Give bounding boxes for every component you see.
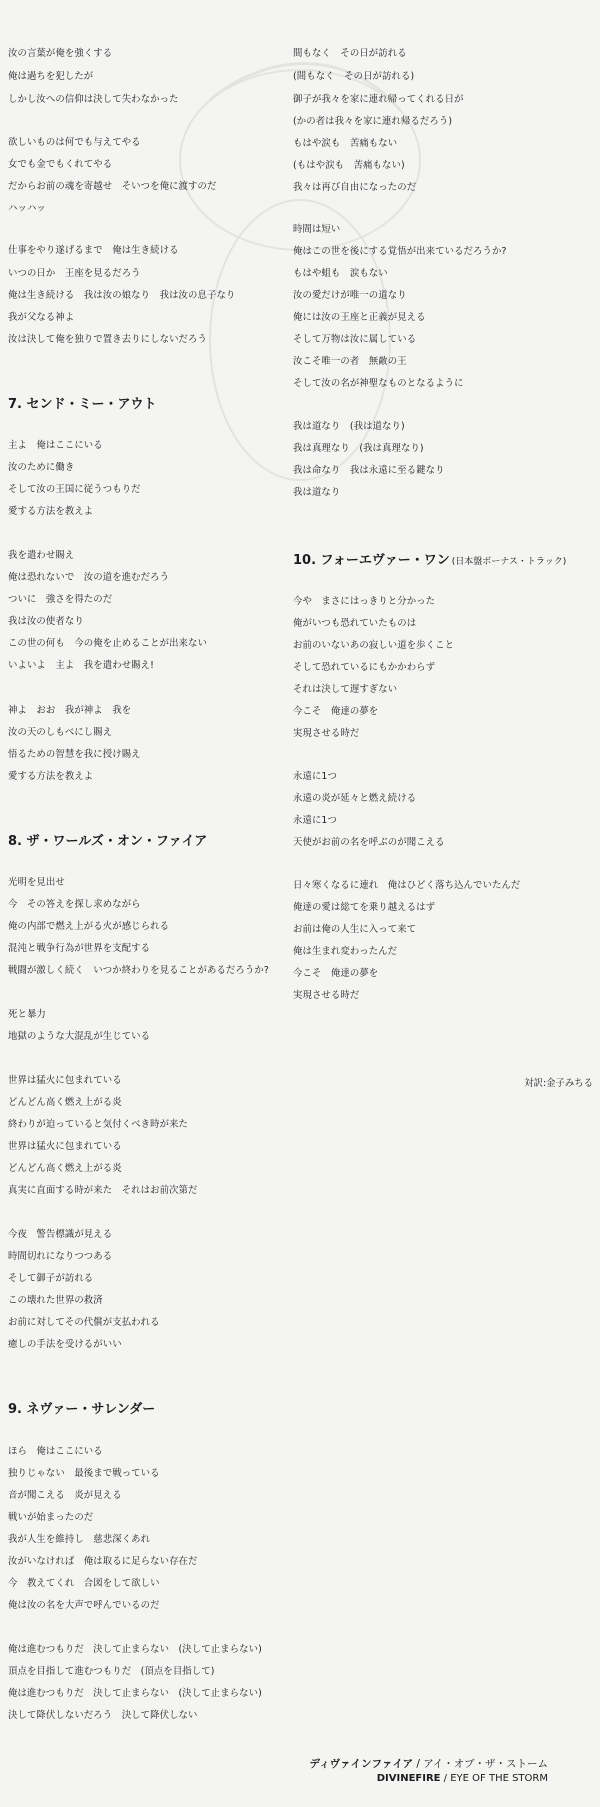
album-footer [310, 1757, 549, 1786]
footer-en-separator: / [440, 1773, 451, 1784]
footer-jp-separator: / [413, 1758, 424, 1770]
footer-en-artist: DIVINEFIRE [376, 1773, 441, 1784]
lyric-line: 女でも金でもくれてやる [8, 159, 113, 170]
lyric-line: 決して降伏しないだろう 決して降伏しない [8, 1710, 198, 1721]
lyric-line: 世界は猛火に包まれている [8, 1141, 122, 1152]
lyric-line: この壊れた世界の救済 [8, 1295, 103, 1306]
lyric-line: 今こそ 俺達の夢を [293, 706, 379, 717]
lyric-line: 我が父なる神よ [8, 312, 75, 323]
lyric-line: 愛する方法を教えよ [8, 771, 94, 782]
section-9-title: 9. ネヴァー・サレンダー [8, 1402, 156, 1417]
lyric-line: 実現させる時だ [293, 728, 360, 739]
section-10-title-text: 10. フォーエヴァー・ワン [293, 553, 450, 568]
lyric-line: 汝の言葉が俺を強くする [8, 48, 113, 59]
lyric-line: 日々寒くなるに連れ 俺はひどく落ち込んでいたんだ [293, 880, 521, 891]
lyric-line: 欲しいものは何でも与えてやる [8, 137, 141, 148]
lyric-line: 我が人生を維持し 慈悲深くあれ [8, 1534, 151, 1545]
section-10-title [293, 553, 566, 570]
lyric-line: 俺がいつも恐れていたものは [293, 618, 417, 629]
lyric-line: もはや涙も 苦痛もない [293, 138, 398, 149]
lyric-line: 我を遣わせ賜え [8, 550, 75, 561]
lyric-line: 汝の天のしもべにし賜え [8, 727, 113, 738]
lyric-line: そして汝の名が神聖なものとなるように [293, 378, 464, 389]
lyric-line: 我は命なり 我は永遠に至る鍵なり [293, 465, 445, 476]
lyric-line: 実現させる時だ [293, 990, 360, 1001]
lyric-line: 俺には汝の王座と正義が見える [293, 312, 426, 323]
lyric-line: お前は俺の人生に入って来て [293, 924, 417, 935]
lyric-line: ほら 俺はここにいる [8, 1446, 103, 1457]
lyric-line: 永遠に1つ [293, 771, 337, 782]
lyric-line: 神よ おお 我が神よ 我を [8, 705, 132, 716]
translator-credit: 対訳:金子みちる [524, 1078, 593, 1089]
lyric-line: 我は真理なり (我は真理なり) [293, 443, 424, 454]
lyric-line: 我は道なり (我は道なり) [293, 421, 405, 432]
lyric-line: 死と暴力 [8, 1009, 46, 1020]
lyric-line: ハッハッ [8, 203, 46, 214]
lyric-line: 間もなく その日が訪れる [293, 48, 407, 59]
lyric-line: (間もなく その日が訪れる) [293, 71, 415, 82]
lyric-line: お前のいないあの寂しい道を歩くこと [293, 640, 455, 651]
lyric-line: 我は汝の使者なり [8, 616, 84, 627]
lyric-line: 音が聞こえる 炎が見える [8, 1490, 122, 1501]
lyric-line: 時間切れになりつつある [8, 1251, 113, 1262]
lyric-line: 戦闘が激しく続く いつか終わりを見ることがあるだろうか? [8, 965, 269, 976]
section-10-subtitle: (日本盤ボーナス・トラック) [451, 557, 567, 567]
lyric-line: もはや蛆も 涙もない [293, 268, 388, 279]
lyric-line: 頂点を目指して進むつもりだ (頂点を目指して) [8, 1666, 215, 1677]
lyric-line: 俺は生き続ける 我は汝の娘なり 我は汝の息子なり [8, 290, 236, 301]
lyric-line: 永遠に1つ [293, 815, 337, 826]
lyric-line: そして御子が訪れる [8, 1273, 94, 1284]
lyric-line: 戦いが始まったのだ [8, 1512, 94, 1523]
lyric-line: 俺は恐れないで 汝の道を進むだろう [8, 572, 170, 583]
lyric-line: だからお前の魂を寄越せ そいつを俺に渡すのだ [8, 181, 217, 192]
lyric-line: ついに 強さを得たのだ [8, 594, 113, 605]
lyric-line: この世の何も 今の俺を止めることが出来ない [8, 638, 207, 649]
lyric-line: しかし汝への信仰は決して失わなかった [8, 94, 179, 105]
lyric-line: そして汝の王国に従うつもりだ [8, 484, 141, 495]
lyric-line: 今 教えてくれ 合図をして欲しい [8, 1578, 160, 1589]
lyric-line: 汝のために働き [8, 462, 75, 473]
lyric-line: 汝がいなければ 俺は取るに足らない存在だ [8, 1556, 198, 1567]
lyric-line: 汝は決して俺を独りで置き去りにしないだろう [8, 334, 207, 345]
lyric-line: 我々は再び自由になったのだ [293, 182, 417, 193]
lyric-line: 終わりが迫っていると気付くべき時が来た [8, 1119, 189, 1130]
lyric-line: 悟るための智慧を我に授け賜え [8, 749, 141, 760]
lyric-line: 天使がお前の名を呼ぶのが聞こえる [293, 837, 445, 848]
lyric-line: 時間は短い [293, 224, 341, 235]
lyric-line: 汝の愛だけが唯一の道なり [293, 290, 407, 301]
lyric-line: 光明を見出せ [8, 877, 65, 888]
footer-english [310, 1772, 549, 1786]
lyric-line: 俺は過ちを犯したが [8, 71, 94, 82]
lyric-line: 仕事をやり遂げるまで 俺は生き続ける [8, 245, 179, 256]
lyric-line: 汝こそ唯一の者 無敵の王 [293, 356, 407, 367]
lyric-line: 俺は進むつもりだ 決して止まらない (決して止まらない) [8, 1688, 262, 1699]
lyric-line: そして万物は汝に属している [293, 334, 417, 345]
footer-en-album: EYE OF THE STORM [450, 1773, 548, 1784]
lyric-line: 俺の内部で燃え上がる火が感じられる [8, 921, 170, 932]
lyric-line: 我は道なり [293, 487, 341, 498]
lyric-line: そして恐れているにもかかわらず [293, 662, 436, 673]
lyric-line: 主よ 俺はここにいる [8, 440, 103, 451]
lyric-line: 混沌と戦争行為が世界を支配する [8, 943, 151, 954]
lyric-line: 今こそ 俺達の夢を [293, 968, 379, 979]
lyric-line: どんどん高く燃え上がる炎 [8, 1163, 122, 1174]
section-7-title: 7. センド・ミー・アウト [8, 397, 157, 412]
lyric-line: 今 その答えを探し求めながら [8, 899, 141, 910]
section-8-title: 8. ザ・ワールズ・オン・ファイア [8, 834, 208, 849]
lyric-line: (かの者は我々を家に連れ帰るだろう) [293, 116, 453, 127]
lyric-line: 今や まさにはっきりと分かった [293, 596, 436, 607]
lyric-line: 地獄のような大混乱が生じている [8, 1031, 151, 1042]
lyric-line: 俺は進むつもりだ 決して止まらない (決して止まらない) [8, 1644, 262, 1655]
lyric-line: 今夜 警告標識が見える [8, 1229, 113, 1240]
lyric-line: 俺はこの世を後にする覚悟が出来ているだろうか? [293, 246, 507, 257]
footer-jp-album: アイ・オブ・ザ・ストーム [423, 1758, 548, 1770]
lyric-line: 独りじゃない 最後まで戦っている [8, 1468, 160, 1479]
lyric-line: (もはや涙も 苦痛もない) [293, 160, 405, 171]
lyric-line: 世界は猛火に包まれている [8, 1075, 122, 1086]
lyric-line: 俺は汝の名を大声で呼んでいるのだ [8, 1600, 160, 1611]
lyric-line: 愛する方法を教えよ [8, 506, 94, 517]
footer-jp-artist: ディヴァインファイア [309, 1758, 414, 1770]
lyric-line: お前に対してその代償が支払われる [8, 1317, 160, 1328]
lyric-line: 真実に直面する時が来た それはお前次第だ [8, 1185, 198, 1196]
lyric-line: 癒しの手法を受けるがいい [8, 1339, 122, 1350]
lyric-line: いつの日か 王座を見るだろう [8, 268, 141, 279]
lyric-line: それは決して遅すぎない [293, 684, 398, 695]
lyric-line: いよいよ 主よ 我を遣わせ賜え! [8, 660, 154, 671]
footer-japanese [310, 1757, 549, 1772]
lyric-line: どんどん高く燃え上がる炎 [8, 1097, 122, 1108]
lyric-line: 永遠の炎が延々と燃え続ける [293, 793, 417, 804]
lyric-line: 俺は生まれ変わったんだ [293, 946, 398, 957]
lyric-line: 俺達の愛は総てを乗り越えるはず [293, 902, 436, 913]
lyric-line: 御子が我々を家に連れ帰ってくれる日が [293, 94, 464, 105]
